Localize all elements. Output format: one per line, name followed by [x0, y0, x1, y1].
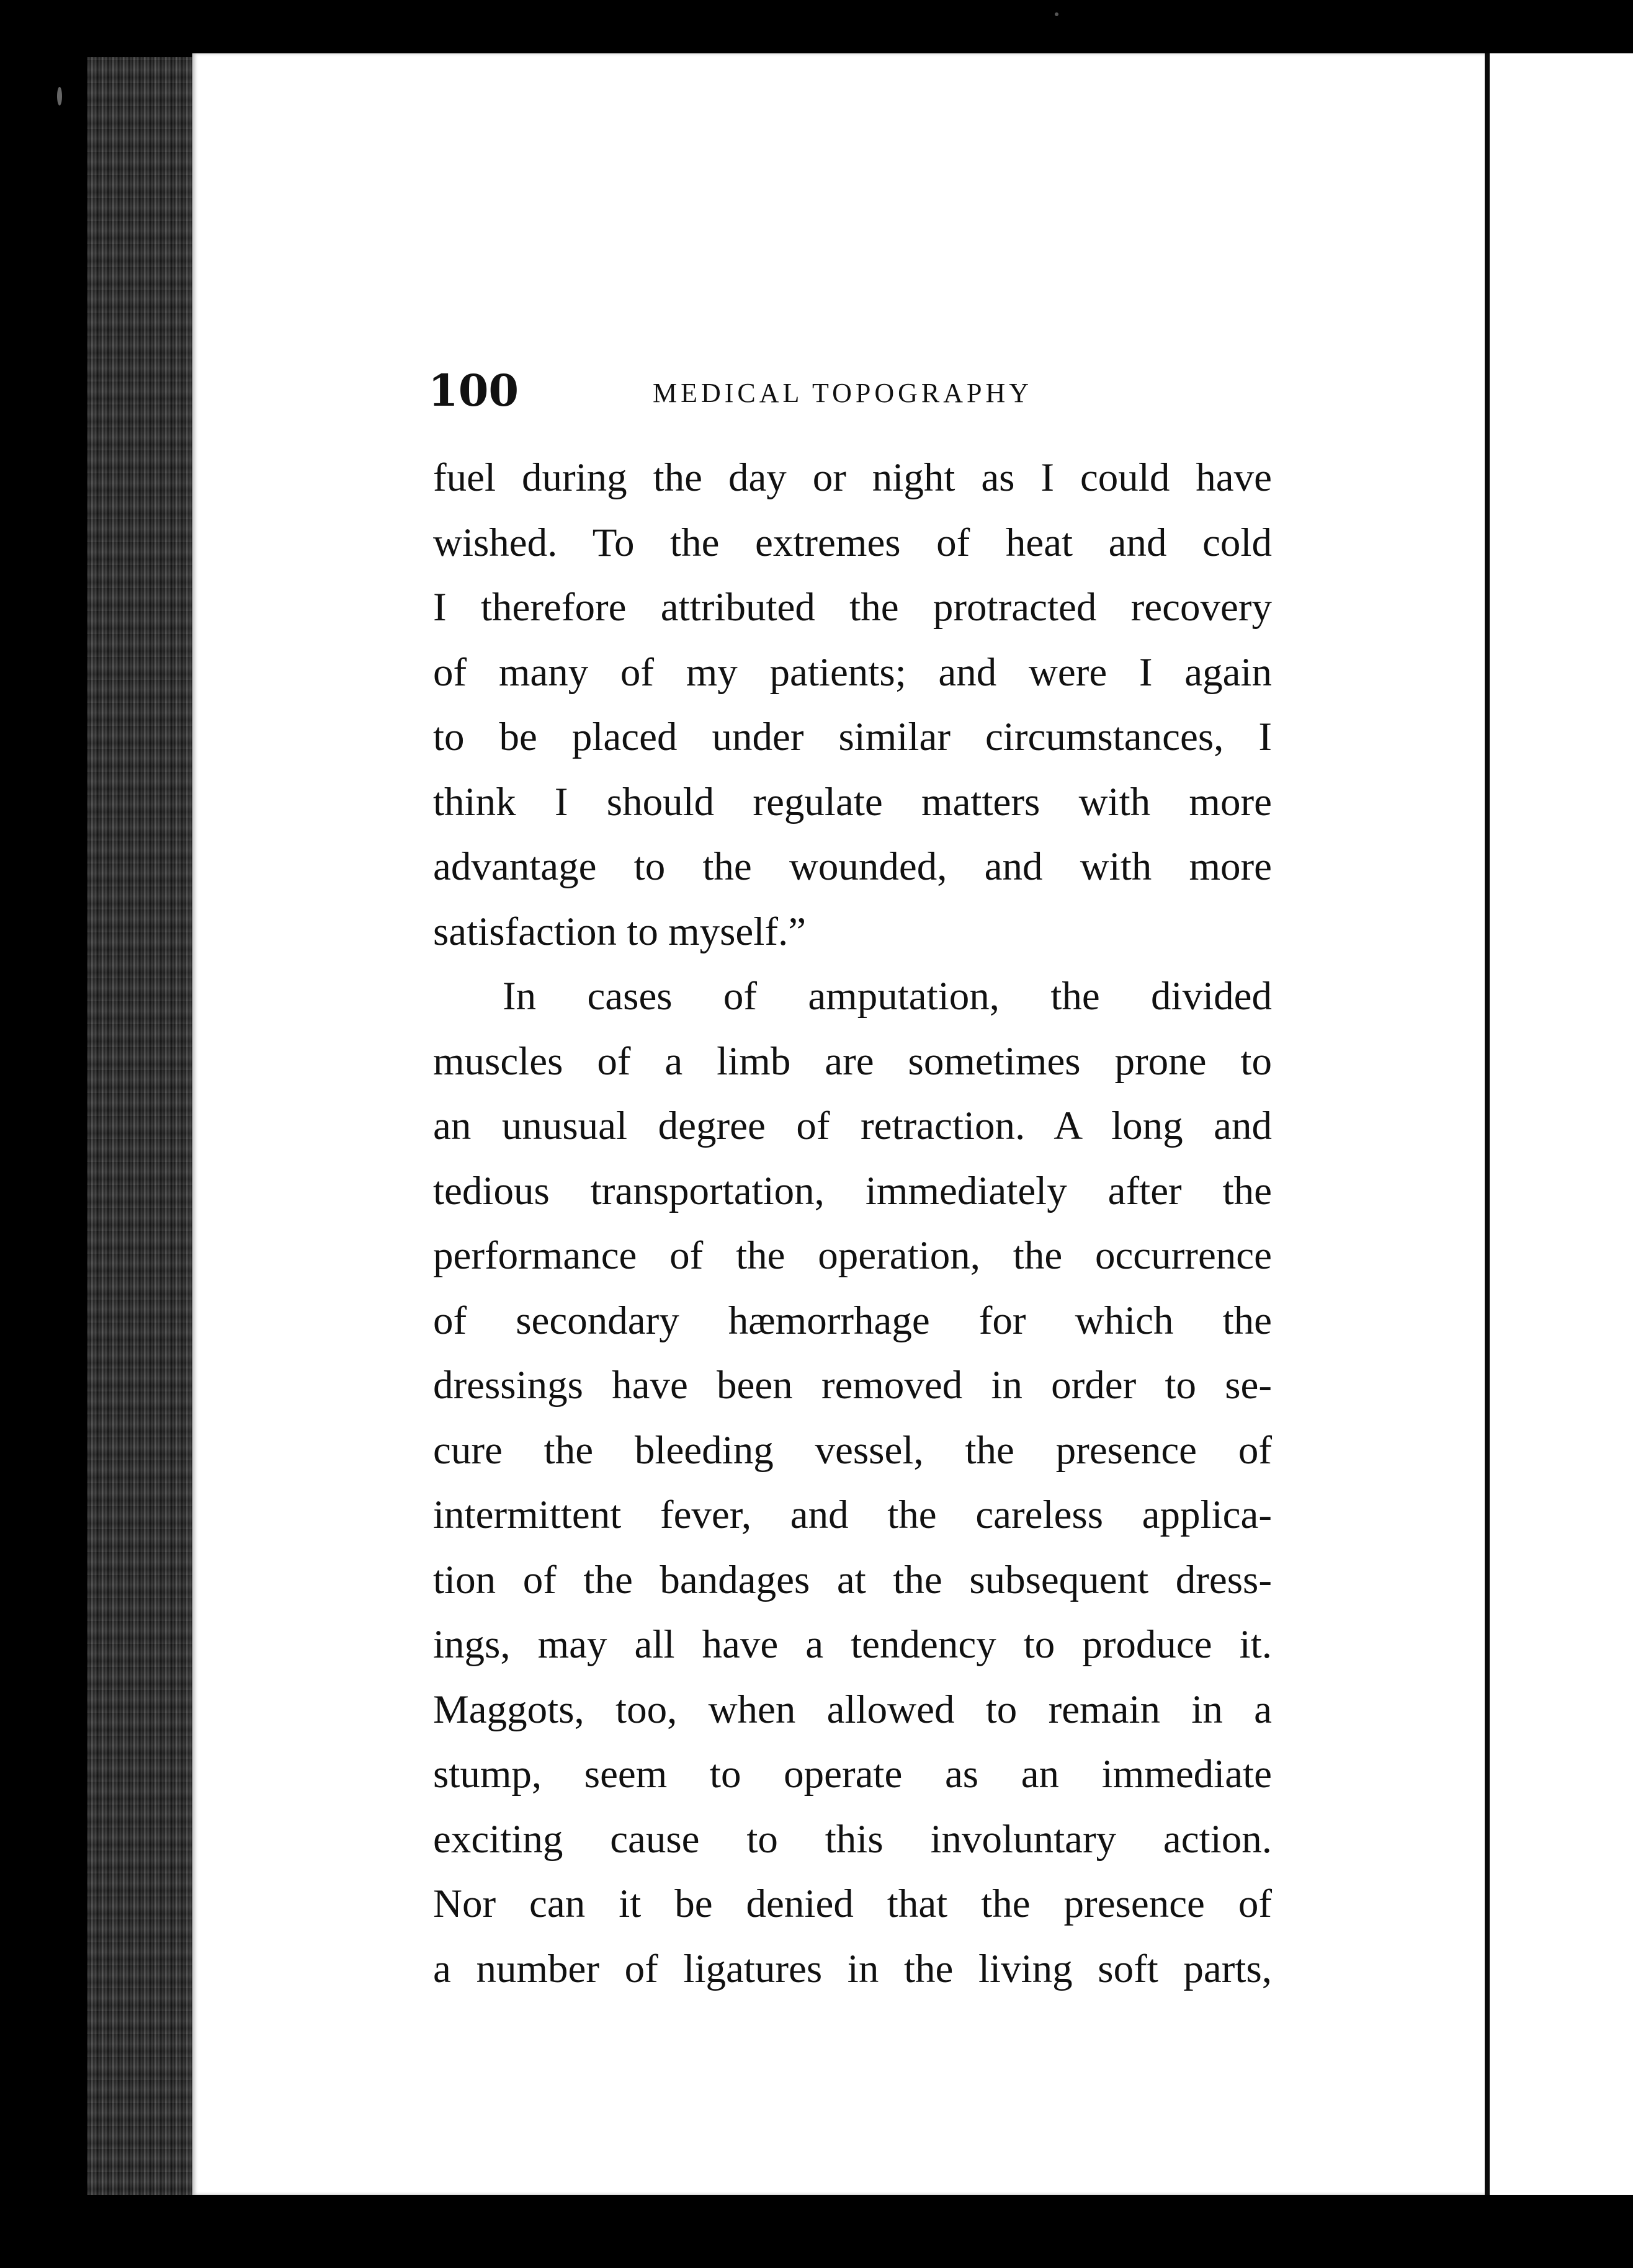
text-line: Nor can it be denied that the presence of: [433, 1882, 1272, 1926]
paragraph-start-line: In cases of amputation, the divided: [503, 974, 1272, 1019]
body-text: [433, 445, 1272, 2001]
text-line: an unusual degree of retraction. A long and: [433, 1104, 1272, 1148]
adjacent-page-edge: [1490, 53, 1633, 2195]
text-line: a number of ligatures in the living soft parts,: [433, 1946, 1272, 1991]
text-line: tedious transportation, immediately after the: [433, 1168, 1272, 1213]
page-number: 100: [428, 365, 519, 416]
book-page-edges: [87, 57, 192, 2195]
text-line: think I should regulate matters with more: [433, 779, 1272, 824]
text-line: exciting cause to this involuntary action.: [433, 1816, 1272, 1862]
scan-border-bottom: [0, 2195, 1633, 2268]
ink-speck: [57, 87, 62, 105]
text-line: cure the bleeding vessel, the presence of: [433, 1427, 1272, 1473]
text-line: ings, may all have a tendency to produce it.: [433, 1622, 1272, 1667]
text-line: intermittent fever, and the careless applica-: [433, 1493, 1272, 1537]
scan-border-top: [0, 0, 1633, 57]
text-line: fuel during the day or night as I could have: [433, 455, 1272, 500]
text-line: tion of the bandages at the subsequent dress-: [433, 1557, 1272, 1602]
text-line: muscles of a limb are sometimes prone to: [433, 1038, 1272, 1084]
text-line: of many of my patients; and were I again: [433, 650, 1272, 695]
text-line: wished. To the extremes of heat and cold: [433, 520, 1272, 565]
ink-speck: [1055, 12, 1058, 16]
text-line: advantage to the wounded, and with more: [433, 844, 1272, 889]
text-line: to be placed under similar circumstances, I: [433, 715, 1272, 759]
text-line: dressings have been removed in order to se-: [433, 1363, 1272, 1408]
page-gutter: [1485, 53, 1490, 2195]
text-line: performance of the operation, the occurrence: [433, 1233, 1272, 1278]
text-line: Maggots, too, when allowed to remain in a: [433, 1687, 1272, 1732]
text-line: satisfaction to myself.”: [433, 909, 807, 954]
text-line: of secondary hæmorrhage for which the: [433, 1298, 1272, 1343]
running-title: MEDICAL TOPOGRAPHY: [653, 378, 1033, 408]
text-line: stump, seem to operate as an immediate: [433, 1752, 1272, 1797]
text-line: I therefore attributed the protracted recovery: [433, 585, 1272, 630]
running-head: [428, 360, 1346, 422]
